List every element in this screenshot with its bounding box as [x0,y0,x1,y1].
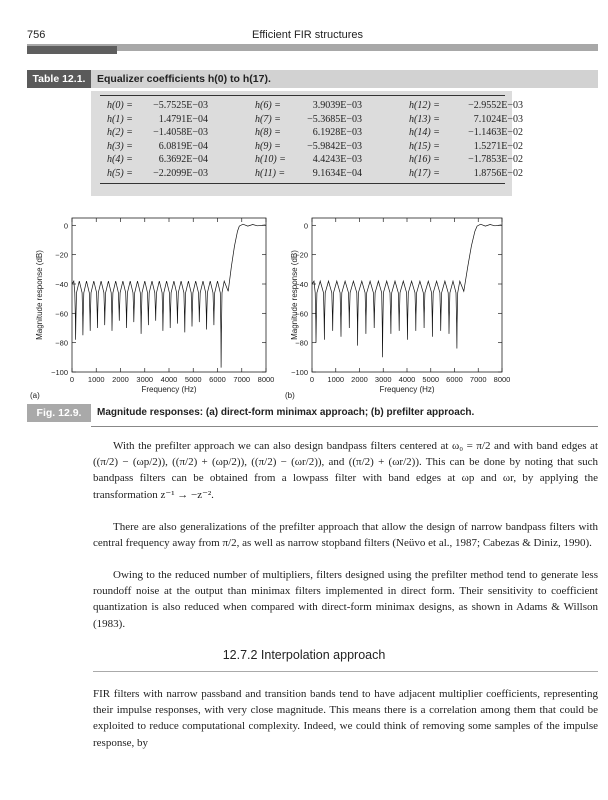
running-title: Efficient FIR structures [252,29,364,41]
table-top-rule [100,95,505,96]
y-tick-label: −60 [295,309,308,319]
x-tick-label: 5000 [422,375,440,384]
x-tick-label: 3000 [136,375,154,384]
y-tick-label: −40 [295,280,308,289]
x-axis-label: Frequency (Hz) [379,385,435,394]
x-tick-label: 7000 [469,375,487,384]
coef-label: h(14) = [409,127,440,138]
x-tick-label: 2000 [112,375,129,384]
paragraph-3: Owing to the reduced number of multipliers, filters designed using the prefilter method tend to generate less roundoff noise at the output than minimax filters implemented in direct form. Their sensitivity to coefficient quantization is also reduced when compared with direct-form minimax designs, as shown in Adams & Willson (1983). [93,569,598,630]
coef-label: h(4) = [107,154,133,165]
plot-a [30,218,274,400]
plot-frame [72,218,266,372]
coef-label: h(1) = [107,113,133,125]
x-tick-label: 2000 [351,375,368,384]
figure-label: Fig. 12.9. [27,404,91,422]
figure-caption: Magnitude responses: (a) direct-form minimax approach; (b) prefilter approach. [97,407,475,418]
coef-label: h(12) = [409,100,440,111]
coef-label: h(13) = [409,113,440,125]
paragraph-2: There are also generalizations of the prefilter approach that allow the design of narrow bandpass filters with central frequency away from π/2, as well as narrow stopband filters (Neüvo et al., 1987; Cabezas & Diniz, 1990). [93,521,598,550]
paragraph-1: With the prefilter approach we can also design bandpass filters centered at ω₀ = π/2 and with band edges at ((π/2) − (ωp/2)), ((π/2) + (ωp/2)), ((π/2) − (ωr/2)), and ((π/2) + (ωr/2)). This can be done by noting that such bandpass filters can be obtained from a lowpass filter with band edges at ωp and ωr, by applying the transformation z⁻¹ → −z⁻². [93,440,598,501]
x-tick-label: 8000 [493,375,511,384]
figure-rule [91,426,598,427]
coef-label: h(8) = [255,127,281,138]
x-tick-label: 0 [309,375,315,384]
coef-value: 1.8756E−02 [473,167,523,179]
coef-value: −5.3685E−03 [307,113,362,125]
y-tick-label: −20 [55,250,68,260]
y-axis-label: Magnitude response (dB) [35,250,44,340]
y-tick-label: −60 [55,309,68,319]
y-tick-label: −100 [51,368,68,377]
table-bottom-rule [100,183,505,184]
y-tick-label: −80 [295,338,308,348]
y-axis-label: Magnitude response (dB) [290,250,299,340]
figure-12-9 [0,205,608,405]
coef-label: h(17) = [409,167,440,179]
coef-label: h(0) = [107,100,133,111]
coef-value: 1.5271E−02 [473,140,523,152]
y-tick-label: 0 [63,221,68,231]
section-title: 12.7.2 Interpolation approach [222,648,386,662]
panel-label: (a) [30,391,40,400]
y-tick-label: −100 [291,368,308,377]
plot-b [285,218,510,400]
x-axis-label: Frequency (Hz) [141,385,197,394]
x-tick-label: 6000 [446,375,463,384]
coef-value: 6.3692E−04 [158,154,208,165]
coef-value: −1.7853E−02 [468,154,523,165]
x-tick-label: 0 [69,375,75,384]
x-tick-label: 4000 [160,375,178,384]
y-tick-label: −20 [295,250,308,260]
coef-label: h(15) = [409,140,440,152]
coef-value: 3.9039E−03 [312,100,362,111]
coef-label: h(10) = [255,154,286,165]
coef-value: −2.9552E−03 [468,100,523,111]
header-rule-accent [27,46,117,54]
x-tick-label: 7000 [233,375,251,384]
page-number: 756 [27,29,46,41]
coef-value: −5.7525E−03 [153,100,208,111]
coef-label: h(3) = [107,140,133,152]
table-label: Table 12.1. [27,70,91,88]
coef-value: −1.1463E−02 [468,127,523,138]
y-tick-label: −80 [55,338,68,348]
x-tick-label: 4000 [398,375,416,384]
table-caption: Equalizer coefficients h(0) to h(17). [91,70,598,88]
coef-label: h(7) = [255,113,281,125]
coef-label: h(11) = [255,167,286,179]
coef-value: 1.4791E−04 [158,113,208,125]
coef-label: h(2) = [107,127,133,138]
x-tick-label: 3000 [374,375,392,384]
coef-value: 6.0819E−04 [158,140,208,152]
coef-value: 9.1634E−04 [312,167,362,179]
panel-label: (b) [285,391,295,400]
coef-value: −2.2099E−03 [153,167,208,179]
section-rule [93,671,598,672]
y-tick-label: 0 [303,221,308,231]
coef-label: h(6) = [255,100,281,111]
x-tick-label: 1000 [327,375,345,384]
y-tick-label: −40 [55,280,68,289]
coef-value: 7.1024E−03 [473,113,523,125]
coef-value: −5.9842E−03 [307,140,362,152]
x-tick-label: 6000 [209,375,226,384]
x-tick-label: 8000 [257,375,275,384]
coef-label: h(16) = [409,154,440,165]
coef-value: −1.4058E−03 [153,127,208,138]
x-tick-label: 5000 [184,375,202,384]
coef-label: h(9) = [255,140,281,152]
paragraph-4: FIR filters with narrow passband and transition bands tend to have adjacent multiplier coefficients, representing their impulse responses, with very close magnitude. This means there is a correlation among them that could be exploited to reduce computational complexity. Indeed, we could think of removing some samples of the impulse response, by [93,688,598,749]
coef-label: h(5) = [107,167,133,179]
x-tick-label: 1000 [87,375,105,384]
coef-value: 4.4243E−03 [312,154,362,165]
coef-value: 6.1928E−03 [312,127,362,138]
